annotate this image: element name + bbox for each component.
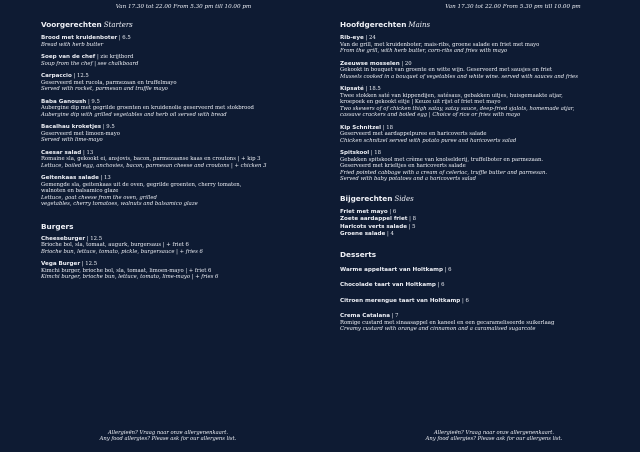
menu-item: Zoete aardappel friet | 8 <box>340 216 416 222</box>
section-mains <box>340 20 626 183</box>
menu-item: Kipsaté | 18.5 Twee stokken saté van kippendijen, satésaus, gebakken uitjes, huisgemaakte atjar, kroepoek en gekookt eitje | Keuze uit rijst of friet met mayo Two skewers of of chicken thigh satay, satay sauce, deep-fried sjalots, homemade atjar, cassave crackers and boiled egg | Choice of rice or fries with mayo <box>340 86 575 118</box>
menu-item: Baba Ganoush | 9.5 Aubergine dip met gegrilde groenten en kruidenolie geserveerd met stokbrood Aubergine dip with grilled vegetables and herb oil served with bread <box>41 98 254 118</box>
opening-hours: Van 17.30 tot 22.00 From 5.30 pm till 10.00 pm <box>445 4 581 10</box>
opening-hours: Van 17.30 tot 22.00 From 5.30 pm till 10.00 pm <box>115 4 252 10</box>
section-sides <box>340 194 626 238</box>
right-menu-page <box>320 0 640 452</box>
menu-item: Geitenkaas salade | 13 Gemengde sla, geitenkaas uit de oven, gegrilde groenten, cherry tomaten, walnoten en balsamico glaze Lettuce, goat cheese from the oven, grilled vegetables, cherry tomatoes, walnuts and balsamico glaze <box>41 175 242 207</box>
allergy-notice: Allergieën? Vraag naar onze allergenenkaart. Any food allergies? Please ask for our allergens list. <box>425 429 563 443</box>
menu-item: Haricots verts salade | 5 <box>340 223 416 230</box>
menu-item: Kip Schnitzel | 18 Geserveerd met aardappelpuree en haricoverts salade Chicken schnitzel served with potato puree and haricoverts salad <box>340 124 517 144</box>
allergy-notice: Allergieën? Vraag naar onze allergenenkaart. Any food allergies? Please ask for our allergens list. <box>99 429 237 443</box>
menu-item: Groene salade | 4 <box>340 231 394 237</box>
menu-item: Bacalhau kroketjes | 9.5 Geserveerd met limoen-mayo Served with lime-mayo <box>41 124 120 143</box>
section-burgers <box>41 222 306 281</box>
menu-item: Crema Catalana | 7 Romige custard met sinaasappel en kaneel en een gecarameliseerde suikerlaag Creamy custard with orange and cinnamon and a caramalised sugarcote <box>340 313 555 332</box>
section-desserts <box>340 250 626 333</box>
section-title: Burgers <box>41 221 74 231</box>
menu-item: Cheeseburger | 12.5 Brioche bol, sla, tomaat, augurk, burgersaus | + friet 6 Brioche bun, lettuce, tomato, pickle, burgersauce | + fries 6 <box>41 235 203 255</box>
section-title: Desserts <box>340 249 377 259</box>
section-title: Hoofdgerechten Mains <box>340 20 431 29</box>
menu-item: Caesar salad | 13 Romaine sla, gekookt ei, ansjovis, bacon, parmezaanse kaas en croutons | + kip 3 Lettuce, boiled egg, anchovies, bacon, parmesan cheese and croutons | + chicken 3 <box>41 149 267 169</box>
menu-item: Zeeuwse mosselen | 20 Gekookt in bouquet van groente en witte wijn. Geserveerd met sausjes en friet Mussels cooked in a bouquet of vegetables and white wine. served with sauces and fries <box>340 60 578 80</box>
menu-item: Friet met mayo | 6 <box>340 208 397 215</box>
menu-item: Warme appeltaart van Holtkamp | 6 <box>340 266 452 273</box>
menu-item: Brood met kruidenboter | 6.5 Bread with herb butter <box>41 35 131 48</box>
menu-item: Carpaccio | 12.5 Geserveerd met rucola, parmezaan en truffelmayo Served with rocket, parmesan and truffle mayo <box>41 73 177 92</box>
menu-item: Chocolade taart van Holtkamp | 6 <box>340 282 445 288</box>
menu-item: Citroen merengue taart van Holtkamp | 6 <box>340 297 469 304</box>
menu-item: Vega Burger | 12.5 Kimchi burger, brioche bol, sla, tomaat, limoen-mayo | + friet 6 Kimchi burger, brioche bun, lettuce, tomato, lime-mayo | + fries 6 <box>41 261 219 280</box>
section-starters <box>41 20 306 208</box>
section-title: Bijgerechten Sides <box>340 193 414 203</box>
section-title: Voorgerechten Starters <box>41 20 133 29</box>
menu-item: Rib-eye | 24 Van de grill, met kruidenboter, mais-ribs, groene salade en friet met mayo From the grill, with herb butter, corn-ribs and fries with mayo <box>340 35 540 54</box>
menu-item: Soep van de chef | zie krijtbord Soup from the chef | see chalkboard <box>41 54 139 67</box>
menu-item: Spitskool | 18 Gebakken spitskool met crème van knolselderij, truffelboter en parmezaan. Geserveerd met krieltjes en haricoverts salade Fried pointed cabbage with a cream of celeriac, truffle butter and parmesan. Served with baby potatoes and a haricoverts salad <box>340 150 548 182</box>
